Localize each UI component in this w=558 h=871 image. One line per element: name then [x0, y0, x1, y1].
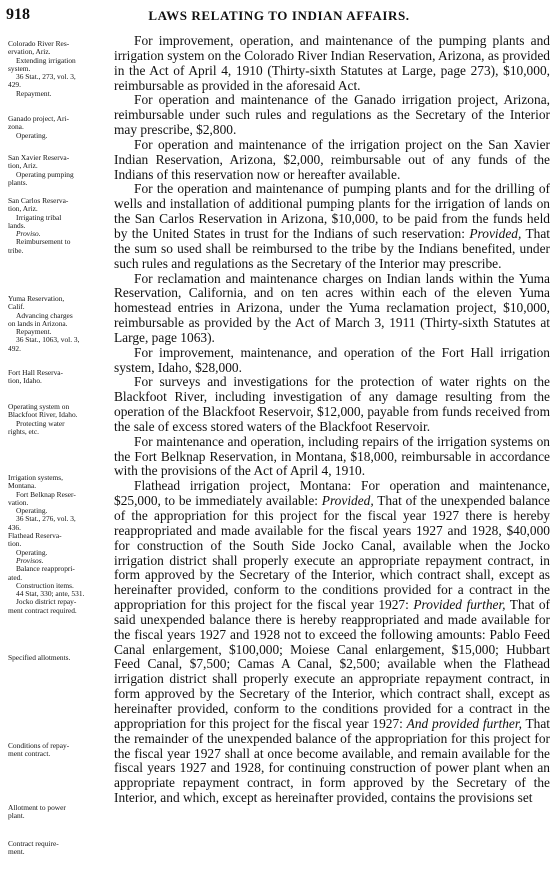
- margin-note-line: 44 Stat, 330; ante, 531.: [16, 589, 85, 599]
- margin-note-line: Blackfoot River, Idaho.: [8, 410, 78, 420]
- proviso-italic: And provided further,: [406, 715, 522, 731]
- margin-note-line: lands.: [8, 220, 26, 230]
- margin-note-line: 36 Stat., 273, vol. 3,: [16, 72, 76, 82]
- margin-note-line: Repayment.: [16, 88, 52, 98]
- margin-note-line: plants.: [8, 177, 28, 187]
- margin-note-san-xavier: [8, 154, 112, 187]
- margin-note-line: Advancing charges: [16, 310, 73, 320]
- body-text: [114, 34, 550, 864]
- paragraph-colorado-river: For improvement, operation, and maintenance of the pumping plants and irrigation system on the Colorado River Indian Reservation, Arizona, as provided in the Act of April 4, 1910 (Thirty-sixth Statutes at Large, page 273), $10,000, reimbursable as provided in the aforesaid Act.: [114, 33, 550, 93]
- margin-note-colorado-river: [8, 40, 112, 98]
- margin-note-line: Operating system on: [8, 402, 70, 411]
- margin-note-line: Construction items.: [16, 580, 74, 590]
- text-run: That of said unexpended balance there is hereby reappropriated and made available for the fiscal years 1927 and 1928 not to exceed the following amounts: Pablo Feed Canal enlargement, $100,000; Moiese Canal enlargement, $15,000; Hubbart Feed Canal, $7,500; Camas A Canal, $2,500; available when the Flathead irrigation district shall properly execute an appropriate repayment contract, in form approved by the Secretary of the Interior, which contract shall, except as hereinafter provided, conform to the conditions provided for a contract in the appropriation for this project for the fiscal year 1927:: [114, 597, 550, 731]
- margin-note-line: Irrigation systems,: [8, 473, 64, 482]
- margin-note-line: rights, etc.: [8, 426, 39, 436]
- margin-note-line: 429.: [8, 80, 21, 90]
- margin-note-line: ment.: [8, 847, 25, 857]
- margin-note-line: Colorado River Res-: [8, 39, 70, 48]
- margin-note-line: Yuma Reservation,: [8, 294, 65, 303]
- margin-note-line: Balance reappropri-: [16, 564, 75, 574]
- margin-note-line: tion.: [8, 539, 22, 549]
- margin-note-line: Operating pumping: [16, 169, 74, 179]
- paragraph-fort-belknap: For maintenance and operation, including repairs of the irrigation systems on the Fort Belknap Reservation, in Montana, $18,000, reimbursable in accordance with the provisions of the Act of April 4, 1910.: [114, 433, 550, 479]
- margin-note-line: ment contract required.: [8, 605, 77, 615]
- margin-note-line: vation.: [8, 497, 29, 507]
- margin-note-line: Operating.: [16, 547, 48, 557]
- margin-note-line: Specified allotments.: [8, 653, 71, 662]
- page-number: 918: [6, 6, 30, 23]
- margin-note-line: system.: [8, 63, 31, 73]
- paragraph-san-carlos: [114, 182, 550, 271]
- margin-note-line: Contract require-: [8, 839, 59, 848]
- paragraph-yuma: For reclamation and maintenance charges on Indian lands within the Yuma Reservation, California, and on ten acres within each of the eleven Yuma homestead entries in Arizona, under the Yuma reclamation project, $10,000, reimbursable as provided by the Act of March 3, 1911 (Thirty-sixth Statutes at Large, page 1063).: [114, 270, 550, 345]
- text-run: For the operation and maintenance of pumping plants and for the drilling of wells and installation of additional pumping plants for the irrigation of lands on the San Carlos Reservation in Arizona, $10,000, to be paid from the funds held by the United States in trust for the Indians of such reservation:: [114, 181, 550, 241]
- margin-note-line: San Carlos Reserva-: [8, 196, 69, 205]
- margin-note-specified-allotments: [8, 654, 112, 662]
- paragraph-blackfoot: For surveys and investigations for the protection of water rights on the Blackfoot River, including investigation of any damage resulting from the operation of the Blackfoot Reservoir, $12,000, payable from funds received from the sale of excess stored waters of the Blackfoot Reservoir.: [114, 374, 550, 434]
- paragraph-ganado: For operation and maintenance of the Ganado irrigation project, Arizona, reimbursable under such rules and regulations as the Secretary of the Interior may prescribe, $2,800.: [114, 92, 550, 138]
- margin-note-san-carlos: [8, 197, 112, 255]
- paragraph-fort-hall: For improvement, maintenance, and operation of the Fort Hall irrigation system, Idaho, $28,000.: [114, 344, 550, 375]
- margin-note-repayment-conditions: [8, 742, 112, 759]
- margin-note-line: 436.: [8, 522, 21, 532]
- margin-note-line: Flathead Reserva-: [8, 531, 62, 541]
- margin-note-ganado: [8, 115, 112, 140]
- margin-note-line: tion, Ariz.: [8, 204, 38, 214]
- margin-note-line: Reimbursement to: [16, 237, 71, 247]
- margin-note-fort-hall: [8, 369, 112, 386]
- text-run: That the sum so used shall be reimbursed to the tribe by the Indians benefited, under such rules and regulations as the Secretary of the Interior may prescribe.: [114, 225, 550, 271]
- margin-note-power-plant: [8, 804, 112, 821]
- running-title: LAWS RELATING TO INDIAN AFFAIRS.: [148, 8, 410, 23]
- paragraph-san-xavier: For operation and maintenance of the irrigation project on the San Xavier Indian Reservation, Arizona, $2,000, reimbursable out of any funds of the Indians of this reservation now or hereafter available.: [114, 136, 550, 182]
- margin-note-line: San Xavier Reserva-: [8, 153, 70, 162]
- margin-note-line: tion, Ariz.: [8, 161, 38, 171]
- margin-note-line: Provisos.: [16, 555, 44, 565]
- text-run: Flathead irrigation project, Montana: For operation and maintenance, $25,000, to be immediately available:: [114, 478, 550, 509]
- margin-note-blackfoot: [8, 403, 112, 436]
- margin-note-line: 492.: [8, 343, 21, 353]
- margin-note-line: Proviso.: [16, 229, 41, 239]
- margin-note-line: zona.: [8, 122, 24, 132]
- margin-note-line: Operating.: [16, 130, 48, 140]
- paragraph-flathead: [114, 479, 550, 806]
- proviso-italic: Provided,: [321, 493, 374, 509]
- margin-note-line: ervation, Ariz.: [8, 47, 51, 57]
- margin-note-montana-flathead: [8, 474, 112, 615]
- text-run: That of the unexpended balance of the appropriation for this project for the fiscal year 1927 there is hereby reappropriated and made available for the fiscal years 1927 and 1928, $40,000 for construction of the South Side Jocko Canal, available when the Jocko irrigation district shall properly execute an appropriate repayment contract, in form approved by the Secretary of the Interior, which contract shall, except as hereinafter provided, conform to the conditions provided for a contract in the appropriation for this project for the fiscal year 1927:: [114, 493, 550, 613]
- margin-note-line: tion, Idaho.: [8, 376, 42, 386]
- margin-note-line: Extending irrigation: [16, 55, 76, 65]
- margin-note-line: Fort Belknap Reser-: [16, 489, 76, 499]
- margin-note-line: Fort Hall Reserva-: [8, 368, 64, 377]
- text-run: That the remainder of the unexpended balance of the appropriation for this project for the fiscal year 1927 shall at once become available, and remain available for the fiscal years 1927 and 1928, for continuing construction of power plant when an appropriate repayment contract, in form approved by the Secretary of the Interior, and which, except as hereinafter provided, contains the provisions set: [114, 715, 550, 806]
- margin-note-line: ment contract.: [8, 749, 51, 759]
- margin-note-line: Irrigating tribal: [16, 212, 62, 222]
- margin-notes: [8, 34, 112, 864]
- margin-note-line: Allotment to power: [8, 803, 66, 812]
- margin-note-line: Montana.: [8, 481, 37, 491]
- margin-note-line: Calif.: [8, 302, 25, 312]
- margin-note-line: 36 Stat., 276, vol. 3,: [16, 514, 76, 524]
- proviso-italic: Provided further,: [413, 597, 506, 613]
- margin-note-line: Conditions of repay-: [8, 741, 70, 750]
- proviso-italic: Provided,: [469, 225, 522, 241]
- margin-note-line: Protecting water: [16, 418, 65, 428]
- margin-note-line: tribe.: [8, 245, 24, 255]
- margin-note-line: Repayment.: [16, 327, 52, 337]
- margin-note-contract-requirement: [8, 840, 112, 857]
- margin-note-line: plant.: [8, 811, 25, 821]
- margin-note-line: Jocko district repay-: [16, 597, 77, 607]
- margin-note-line: Ganado project, Ari-: [8, 114, 69, 123]
- margin-note-line: Operating.: [16, 506, 48, 516]
- margin-note-line: on lands in Arizona.: [8, 318, 68, 328]
- margin-note-line: ated.: [8, 572, 23, 582]
- margin-note-yuma: [8, 295, 112, 353]
- margin-note-line: 36 Stat., 1063, vol. 3,: [16, 335, 80, 345]
- running-header: [6, 6, 552, 26]
